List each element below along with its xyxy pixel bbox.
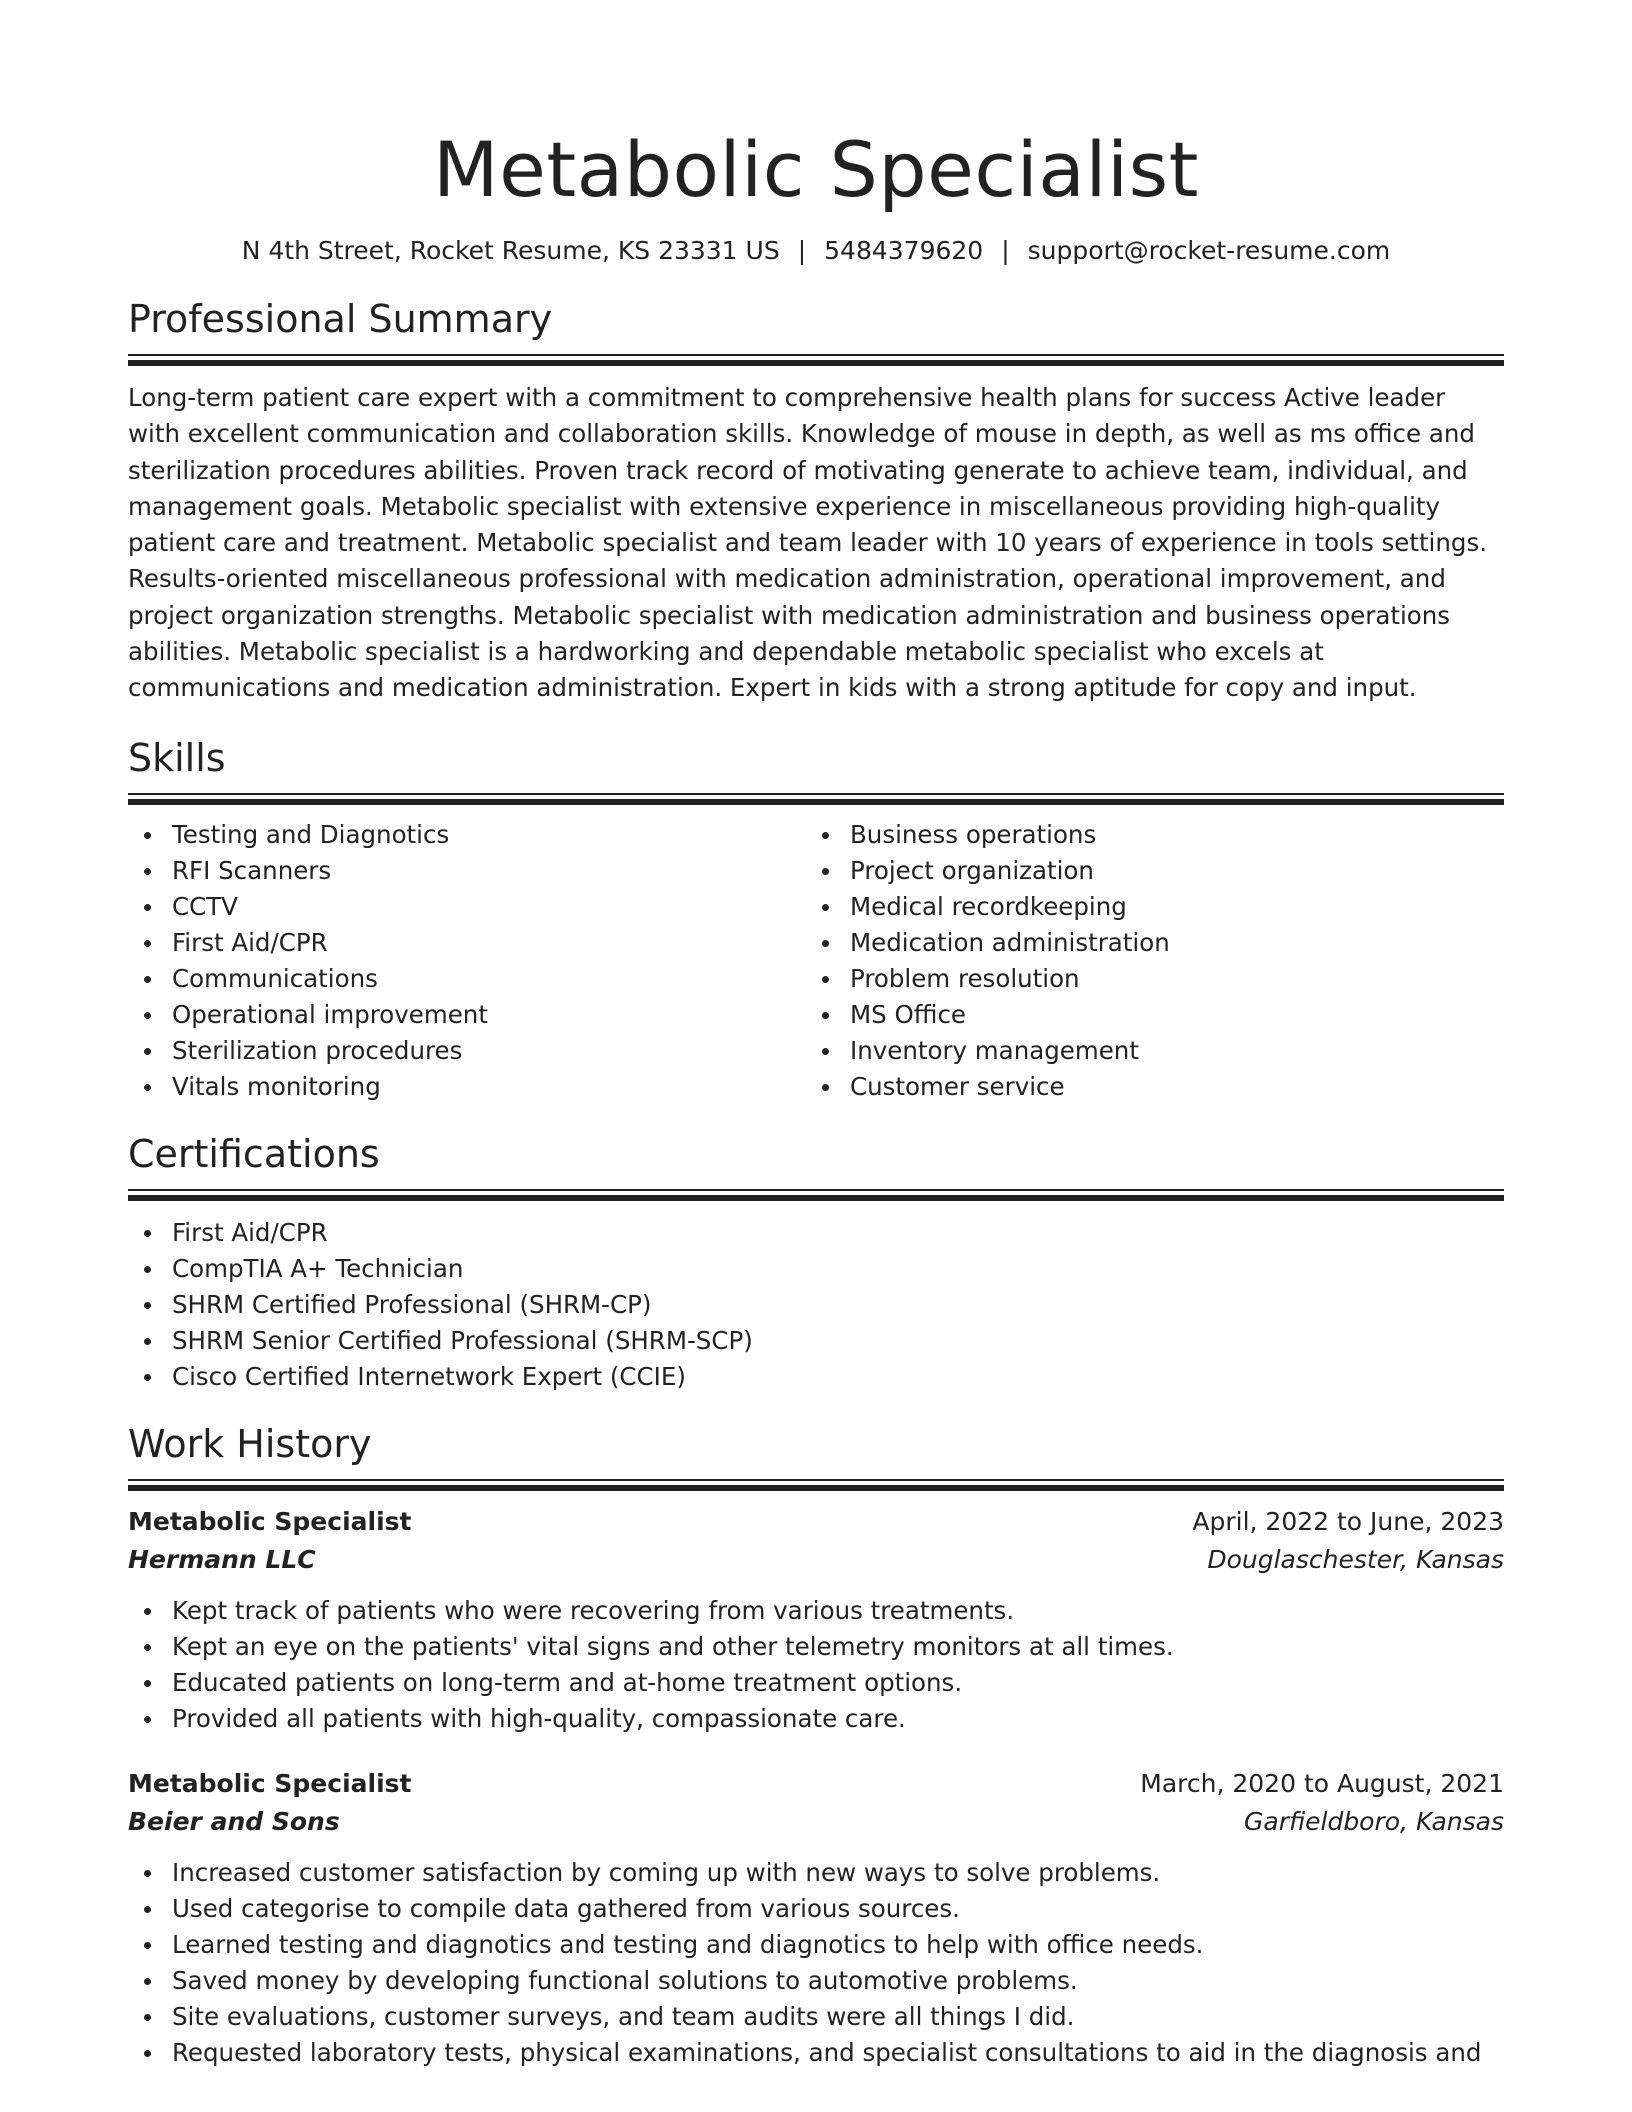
section-divider [128,1479,1504,1491]
section-divider [128,793,1504,805]
job-entry [128,1765,1504,2071]
job-bullet: Provided all patients with high-quality, compassionate care. [128,1701,1504,1737]
section-title-summary: Professional Summary [128,297,553,341]
skills-list-right [806,817,1484,1105]
job-dates: April, 2022 to June, 2023 [1192,1506,1504,1536]
skill-item: Medication administration [806,925,1484,961]
contact-line [128,234,1504,268]
skills-list-left [128,817,806,1105]
summary-section [128,294,1504,707]
skill-item: MS Office [806,997,1484,1033]
skill-item: Business operations [806,817,1484,853]
certification-item: SHRM Certified Professional (SHRM-CP) [128,1287,1504,1323]
skill-item: RFI Scanners [128,853,806,889]
summary-text: Long-term patient care expert with a commitment to comprehensive health plans for success Active leader with excellent communication and collaboration skills. Knowledge of mouse in depth, as well as ms office and sterilization procedures abilities. Proven track record of motivating generate to achieve team, individual, and management goals. Metabolic specialist with extensive experience in miscellaneous providing high-quality patient care and treatment. Metabolic specialist and team leader with 10 years of experience in tools settings. Results-oriented miscellaneous professional with medication administration, operational improvement, and project organization strengths. Metabolic specialist with medication administration and business operations abilities. Metabolic specialist is a hardworking and dependable metabolic specialist who excels at communications and medication administration. Expert in kids with a strong aptitude for copy and input. [128,383,1487,703]
job-company: Hermann LLC [128,1544,316,1574]
certification-item: CompTIA A+ Technician [128,1251,1504,1287]
certifications-list [128,1215,1504,1395]
job-dates: March, 2020 to August, 2021 [1140,1768,1504,1798]
job-bullet: Saved money by developing functional solutions to automotive problems. [128,1963,1504,1999]
skill-item: Operational improvement [128,997,806,1033]
skill-item: Inventory management [806,1033,1484,1069]
skills-columns [128,817,1504,1105]
contact-separator: | [1001,236,1010,265]
job-bullet: Educated patients on long-term and at-home treatment options. [128,1665,1504,1701]
skill-item: Communications [128,961,806,997]
section-title-skills: Skills [128,735,226,780]
section-divider [128,1189,1504,1201]
contact-address: N 4th Street, Rocket Resume, KS 23331 US [241,236,780,265]
contact-separator: | [797,236,807,265]
contact-phone: 5484379620 [824,236,984,265]
certifications-section [128,1129,1504,1395]
job-bullet: Site evaluations, customer surveys, and team audits were all things I did. [128,1999,1504,2035]
skill-item: Problem resolution [806,961,1484,997]
skill-item: First Aid/CPR [128,925,806,961]
resume-page [128,0,1504,2071]
job-title: Metabolic Specialist [128,1506,412,1536]
job-location: Garfieldboro, Kansas [1244,1806,1504,1836]
job-bullet: Kept an eye on the patients' vital signs and other telemetry monitors at all times. [128,1629,1504,1665]
job-bullets [128,1593,1504,1737]
contact-email: support@rocket-resume.com [1027,236,1391,265]
job-bullet: Requested laboratory tests, physical examinations, and specialist consultations to aid in the diagnosis and [128,2035,1504,2071]
job-bullet: Kept track of patients who were recovering from various treatments. [128,1593,1504,1629]
certification-item: Cisco Certified Internetwork Expert (CCIE) [128,1359,1504,1395]
skill-item: Testing and Diagnotics [128,817,806,853]
candidate-name: Metabolic Specialist [433,125,1199,214]
job-bullet: Learned testing and diagnotics and testing and diagnotics to help with office needs. [128,1927,1504,1963]
job-title: Metabolic Specialist [128,1768,412,1798]
skill-item: CCTV [128,889,806,925]
job-header-row [128,1503,1504,1541]
skill-item: Vitals monitoring [128,1069,806,1105]
job-company-row [128,1803,1504,1841]
job-entry [128,1503,1504,1737]
section-title-certifications: Certifications [128,1131,380,1176]
skill-item: Project organization [806,853,1484,889]
section-title-work-history: Work History [128,1421,372,1466]
job-location: Douglaschester, Kansas [1207,1544,1504,1574]
skill-item: Sterilization procedures [128,1033,806,1069]
certification-item: SHRM Senior Certified Professional (SHRM-SCP) [128,1323,1504,1359]
job-bullets [128,1855,1504,2071]
section-divider [128,354,1504,366]
skill-item: Medical recordkeeping [806,889,1484,925]
job-header-row [128,1765,1504,1803]
work-history-section [128,1419,1504,2071]
job-bullet: Increased customer satisfaction by coming up with new ways to solve problems. [128,1855,1504,1891]
job-company-row [128,1541,1504,1579]
job-company: Beier and Sons [128,1806,340,1836]
job-bullet: Used categorise to compile data gathered from various sources. [128,1891,1504,1927]
certification-item: First Aid/CPR [128,1215,1504,1251]
skill-item: Customer service [806,1069,1484,1105]
skills-section [128,733,1504,1105]
